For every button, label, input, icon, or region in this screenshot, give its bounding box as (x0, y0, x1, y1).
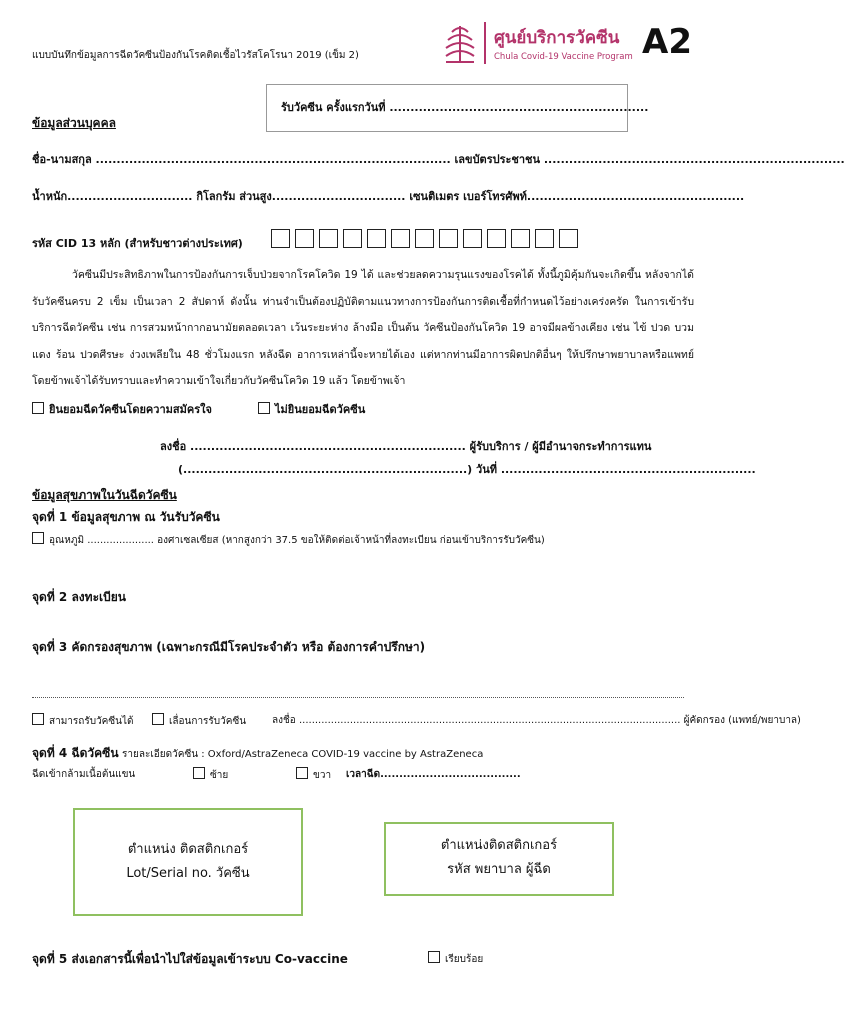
personal-section-title: ข้อมูลส่วนบุคคล (32, 116, 116, 130)
right-arm-option[interactable]: ขวา (296, 767, 331, 783)
logo-text-en: Chula Covid-19 Vaccine Program (494, 52, 633, 62)
weight-height-phone-line[interactable]: น้ำหนัก.............................. กิโลกรัม ส่วนสูง................................ เซนติเมตร เบอร์โทรศัพท์.................................................... (32, 190, 745, 203)
checkbox[interactable] (258, 402, 270, 414)
consent-yes-option[interactable]: ยินยอมฉีดวัคซีนโดยความสมัครใจ (32, 400, 212, 418)
form-title: แบบบันทึกข้อมูลการฉีดวัคซีนป้องกันโรคติดเชื้อไวรัสโคโรนา 2019 (เข็ม 2) (32, 50, 359, 61)
form-code: A2 (642, 22, 692, 62)
postpone-option[interactable]: เลื่อนการรับวัคซีน (152, 713, 246, 729)
checkbox[interactable] (296, 767, 308, 779)
cid-box[interactable] (391, 229, 410, 248)
sticker2-line2: รหัส พยาบาล ผู้ฉีด (447, 862, 551, 877)
chula-emblem-icon (440, 22, 480, 66)
cid-box[interactable] (487, 229, 506, 248)
checkbox[interactable] (428, 951, 440, 963)
checkbox[interactable] (152, 713, 164, 725)
vaccine-detail: รายละเอียดวัคซีน : Oxford/AstraZeneca COVID-19 vaccine by AstraZeneca (122, 749, 484, 760)
cid-box[interactable] (439, 229, 458, 248)
done-option[interactable]: เรียบร้อย (428, 951, 483, 967)
cid-box[interactable] (367, 229, 386, 248)
sticker1-line1: ตำแหน่ง ติดสติกเกอร์ (127, 842, 249, 857)
checkbox[interactable] (32, 713, 44, 725)
cid-input-boxes[interactable] (271, 228, 583, 248)
cid-box[interactable] (271, 229, 290, 248)
can-receive-option[interactable]: สามารถรับวัคซีนได้ (32, 713, 134, 729)
first-dose-date-field[interactable]: รับวัคซีน ครั้งแรกวันที่ .............................................................. (281, 101, 649, 114)
checkbox[interactable] (193, 767, 205, 779)
logo-text-th: ศูนย์บริการวัคซีน (494, 28, 620, 48)
screener-signature-line[interactable]: ลงชื่อ ........................................................................................................................ ผู้คัดกรอง (แพทย์/พยาบาล) (272, 715, 801, 726)
lot-serial-sticker-box (73, 808, 303, 916)
screening-note-line[interactable] (32, 697, 684, 698)
cid-box[interactable] (295, 229, 314, 248)
health-section-title: ข้อมูลสุขภาพในวันฉีดวัคซีน (32, 488, 177, 502)
logo-divider (484, 22, 486, 64)
point1-title: จุดที่ 1 ข้อมูลสุขภาพ ณ วันรับวัคซีน (32, 510, 220, 524)
checkbox[interactable] (32, 402, 44, 414)
sticker2-line1: ตำแหน่งติดสติกเกอร์ (440, 838, 558, 853)
cid-box[interactable] (343, 229, 362, 248)
injection-arm-label: ฉีดเข้ากล้ามเนื้อต้นแขน (32, 769, 136, 780)
consent-paragraph: วัคซีนมีประสิทธิภาพในการป้องกันการเจ็บป่วยจากโรคโควิด 19 ได้ และช่วยลดความรุนแรงของโรคได้ ทั้งนี้ภูมิคุ้มกันจะเกิดขึ้น หลังจากได้รับวัคซีนครบ 2 เข็ม เป็นเวลา 2 สัปดาห์ ดังนั้น ท่านจำเป็นต้องปฏิบัติตามแนวทางการป้องกันการติดเชื้อที่กำหนดไว้อย่างเคร่งครัด ในการเข้ารับบริการฉีดวัคซีน เช่น การสวมหน้ากากอนามัยตลอดเวลา เว้นระยะห่าง ล้างมือ เป็นต้น วัคซีนป้องกันโควิด 19 อาจมีผลข้างเคียง เช่น ไข้ ปวด บวม แดง ร้อน ปวดศีรษะ ง่วงเพลียใน 48 ชั่วโมงแรก หลังฉีด อาการเหล่านี้จะหายได้เอง แต่หากท่านมีอาการผิดปกติอื่นๆ ให้ปรึกษาพยาบาลหรือแพทย์โดยข้าพเจ้าได้รับทราบและทำความเข้าใจเกี่ยวกับวัคซีนโควิด 19 แล้ว โดยข้าพเจ้า (32, 269, 694, 387)
left-arm-option[interactable]: ซ้าย (193, 767, 228, 783)
consent-no-option[interactable]: ไม่ยินยอมฉีดวัคซีน (258, 400, 365, 418)
cid-box[interactable] (559, 229, 578, 248)
point4-row (32, 744, 483, 763)
name-date-line[interactable]: (....................................................................) วันที่ ............................................................. (178, 463, 756, 476)
cid-label: รหัส CID 13 หลัก (สำหรับชาวต่างประเทศ) (32, 237, 243, 250)
cid-box[interactable] (415, 229, 434, 248)
cid-box[interactable] (535, 229, 554, 248)
point2-title: จุดที่ 2 ลงทะเบียน (32, 590, 126, 604)
sticker1-line2: Lot/Serial no. วัคซีน (126, 866, 250, 881)
cid-box[interactable] (463, 229, 482, 248)
injection-time-field[interactable]: เวลาฉีด..................................... (346, 769, 521, 780)
name-id-line[interactable]: ชื่อ-นามสกุล ..................................................................................... เลขบัตรประชาชน ........................................................................ (32, 153, 845, 166)
logo (440, 22, 480, 70)
first-dose-box (266, 84, 649, 132)
cid-box[interactable] (511, 229, 530, 248)
point5-title: จุดที่ 5 ส่งเอกสารนี้เพื่อนำไปใส่ข้อมูลเข้าระบบ Co-vaccine (32, 952, 348, 966)
point4-title: จุดที่ 4 ฉีดวัคซีน (32, 746, 119, 760)
cid-box[interactable] (319, 229, 338, 248)
checkbox[interactable] (32, 532, 44, 544)
temperature-field[interactable]: อุณหภูมิ ..................... องศาเซลเซียส (หากสูงกว่า 37.5 ขอให้ติดต่อเจ้าหน้าที่ลงทะเบียน ก่อนเข้าบริการรับวัคซีน) (32, 532, 545, 548)
point3-title: จุดที่ 3 คัดกรองสุขภาพ (เฉพาะกรณีมีโรคประจำตัว หรือ ต้องการคำปรึกษา) (32, 640, 426, 654)
nurse-code-sticker-box (384, 822, 614, 896)
signature-line[interactable]: ลงชื่อ .................................................................. ผู้รับบริการ / ผู้มีอำนาจกระทำการแทน (160, 440, 652, 453)
